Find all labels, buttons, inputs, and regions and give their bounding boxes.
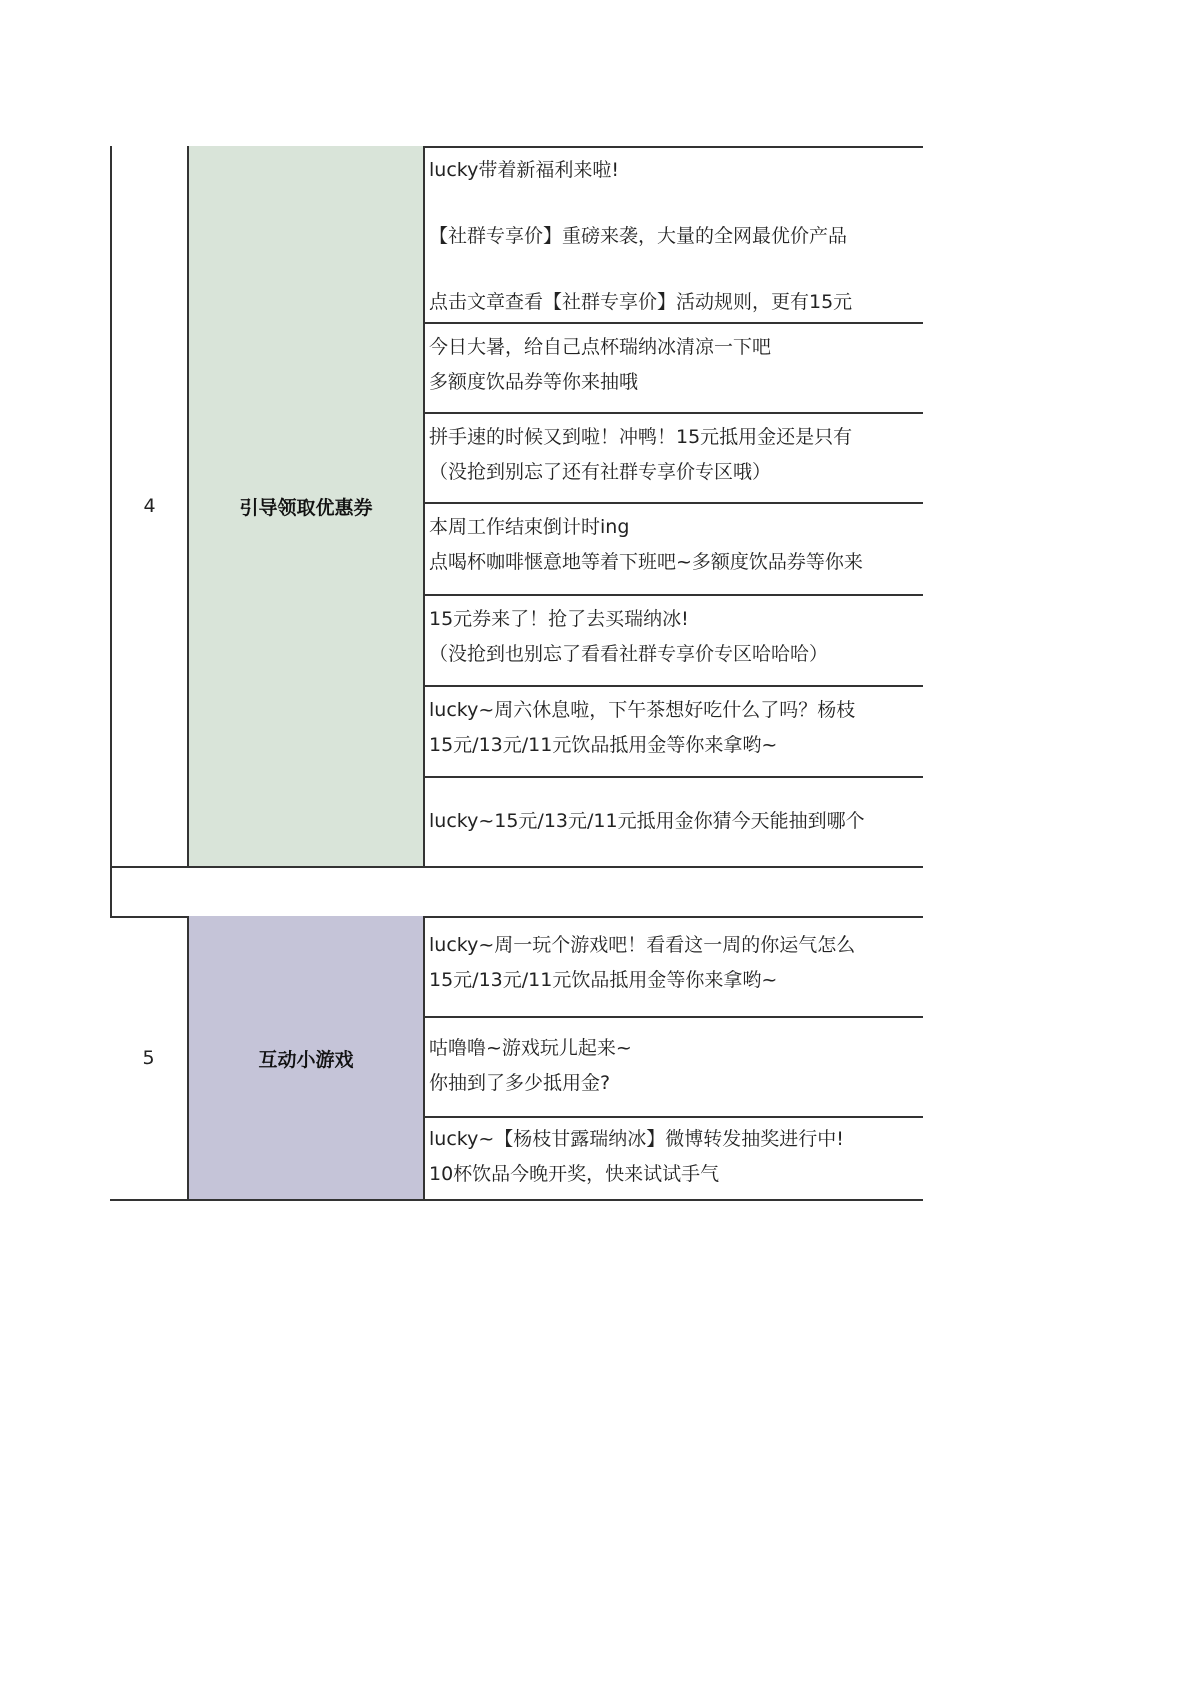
content-cell[interactable] bbox=[423, 1116, 923, 1200]
content-line: 15元/13元/11元饮品抵用金等你来拿哟~ bbox=[429, 969, 778, 991]
category-label: 引导领取优惠券 bbox=[239, 496, 373, 519]
content-line: lucky带着新福利来啦! bbox=[429, 159, 619, 181]
content-line: 今日大暑，给自己点杯瑞纳冰清凉一下吧 bbox=[429, 336, 772, 358]
content-line bbox=[429, 187, 923, 220]
content-line: 点击文章查看【社群专享价】活动规则，更有15元 bbox=[429, 291, 853, 313]
content-cell[interactable] bbox=[423, 916, 923, 1018]
empty-spacer-row bbox=[110, 866, 923, 918]
content-line: （没抢到也别忘了看看社群专享价专区哈哈哈） bbox=[429, 643, 829, 665]
content-line: 咕噜噜~游戏玩儿起来~ bbox=[429, 1037, 632, 1059]
row-number: 5 bbox=[142, 1047, 155, 1069]
content-cell[interactable] bbox=[423, 685, 923, 778]
content-cell[interactable] bbox=[423, 776, 923, 868]
content-line: 拼手速的时候又到啦！冲鸭！15元抵用金还是只有 bbox=[429, 426, 853, 448]
content-line: lucky~周六休息啦，下午茶想好吃什么了吗？杨枝 bbox=[429, 699, 856, 721]
content-cell[interactable] bbox=[423, 502, 923, 596]
content-cell[interactable] bbox=[423, 146, 923, 324]
content-line: lucky~【杨枝甘露瑞纳冰】微博转发抽奖进行中! bbox=[429, 1128, 844, 1150]
content-line: 15元/13元/11元饮品抵用金等你来拿哟~ bbox=[429, 734, 778, 756]
content-line: 你抽到了多少抵用金? bbox=[429, 1072, 611, 1094]
content-line bbox=[429, 253, 923, 286]
content-cell[interactable] bbox=[423, 322, 923, 414]
content-cell[interactable] bbox=[423, 412, 923, 504]
content-line: 10杯饮品今晚开奖，快来试试手气 bbox=[429, 1163, 720, 1185]
table-bottom-border bbox=[110, 1199, 923, 1201]
content-line: 本周工作结束倒计时ing bbox=[429, 516, 630, 538]
content-line: 多额度饮品券等你来抽哦 bbox=[429, 371, 639, 393]
category-cell bbox=[187, 146, 425, 866]
row-number: 4 bbox=[143, 495, 156, 517]
content-line: （没抢到别忘了还有社群专享价专区哦） bbox=[429, 461, 772, 483]
content-line: lucky~15元/13元/11元抵用金你猜今天能抽到哪个 bbox=[429, 809, 865, 832]
content-line: 【社群专享价】重磅来袭，大量的全网最优价产品 bbox=[429, 225, 848, 247]
category-cell bbox=[187, 916, 425, 1200]
content-line: 15元券来了！抢了去买瑞纳冰! bbox=[429, 608, 689, 630]
content-line: 点喝杯咖啡惬意地等着下班吧~多额度饮品券等你来 bbox=[429, 551, 863, 573]
content-cell[interactable] bbox=[423, 594, 923, 687]
category-label: 互动小游戏 bbox=[258, 1048, 354, 1071]
content-cell[interactable] bbox=[423, 1016, 923, 1118]
row-number-cell bbox=[110, 146, 187, 866]
row-number-cell bbox=[110, 916, 187, 1200]
content-line: lucky~周一玩个游戏吧！看看这一周的你运气怎么 bbox=[429, 934, 856, 956]
